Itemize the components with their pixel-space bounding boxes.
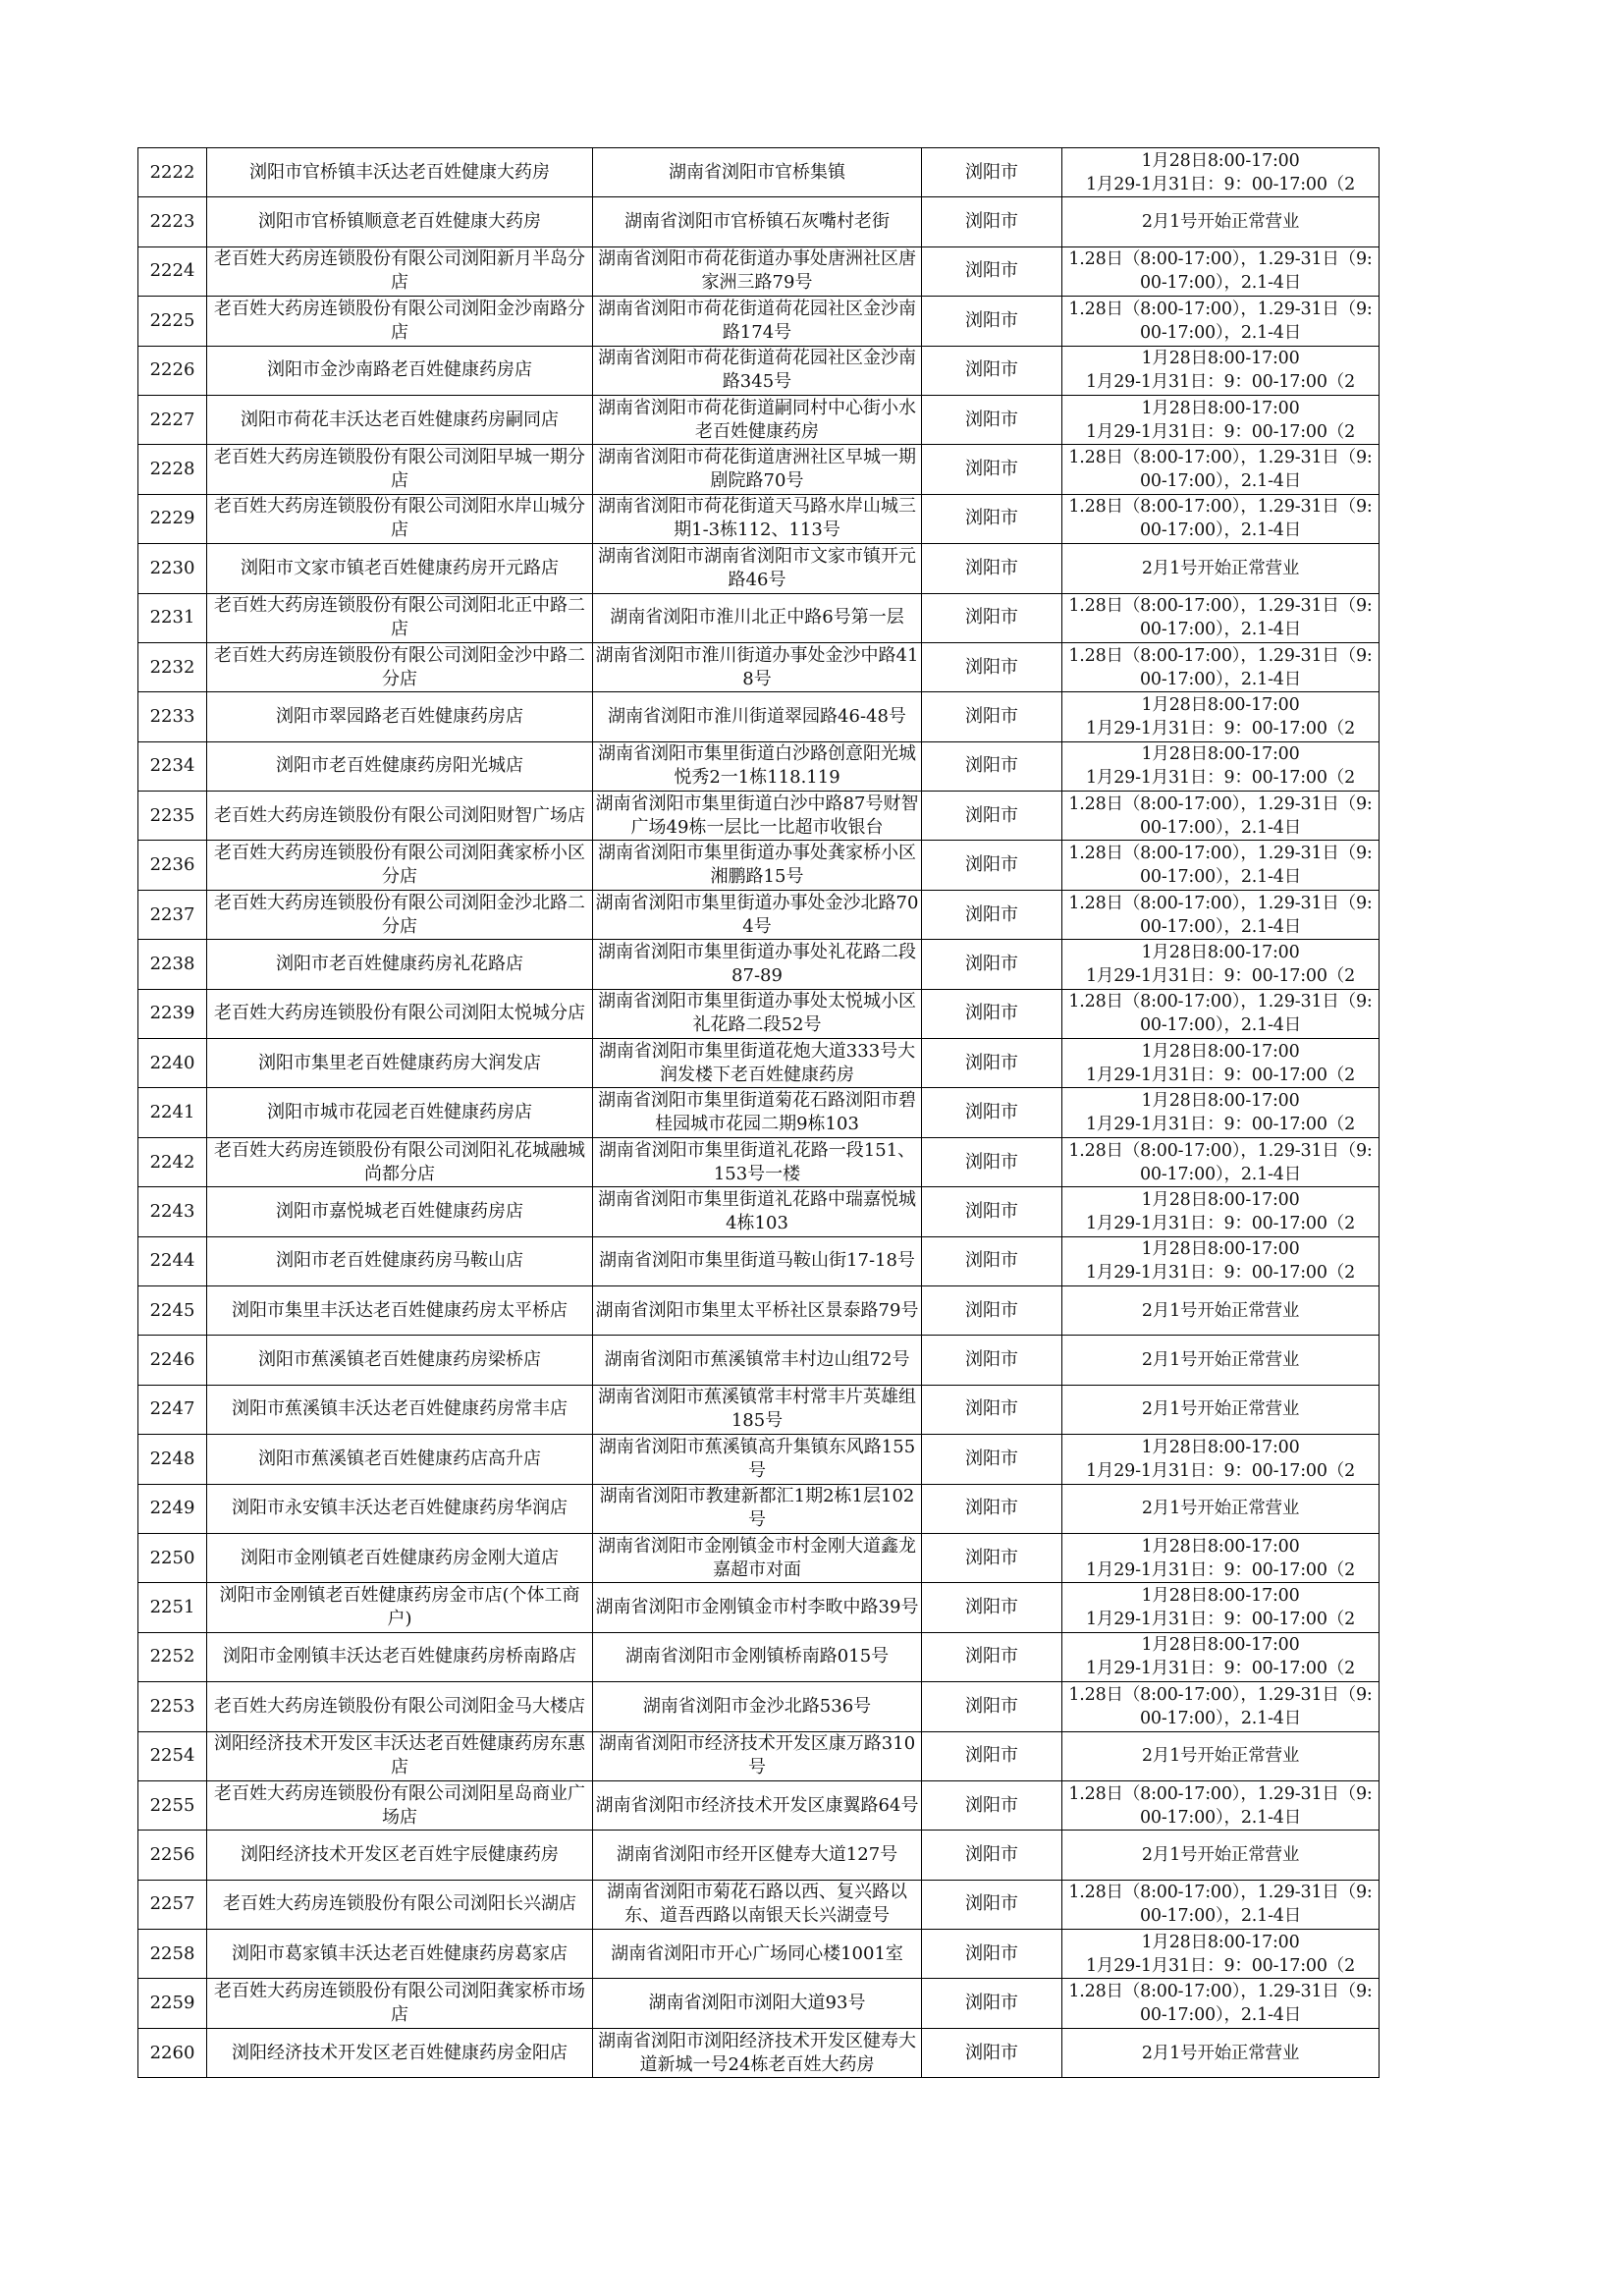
store-name-cell: 老百姓大药房连锁股份有限公司浏阳龚家桥市场店	[207, 1979, 593, 2028]
table-row	[138, 642, 1380, 691]
row-number-cell: 2260	[138, 2028, 207, 2077]
city-cell: 浏阳市	[922, 989, 1062, 1038]
table-row	[138, 395, 1380, 444]
city-cell: 浏阳市	[922, 642, 1062, 691]
store-name-cell: 浏阳市葛家镇丰沃达老百姓健康药房葛家店	[207, 1930, 593, 1979]
city-cell: 浏阳市	[922, 1236, 1062, 1285]
store-name-cell: 老百姓大药房连锁股份有限公司浏阳水岸山城分店	[207, 494, 593, 543]
business-hours-cell	[1062, 692, 1380, 741]
row-number-cell: 2228	[138, 445, 207, 494]
address-cell: 湖南省浏阳市金刚镇桥南路015号	[593, 1632, 922, 1681]
business-hours-text: 1.28日（8:00-17:00），1.29-31日（9:00-17:00），2.1-4日	[1068, 645, 1373, 689]
row-number-cell: 2250	[138, 1533, 207, 1582]
address-cell: 湖南省浏阳市经济技术开发区康翼路64号	[593, 1780, 922, 1830]
store-name-cell: 浏阳市文家市镇老百姓健康药房开元路店	[207, 544, 593, 593]
row-number-cell: 2237	[138, 890, 207, 939]
city-cell: 浏阳市	[922, 1880, 1062, 1929]
table-row	[138, 1731, 1380, 1780]
store-name-cell: 浏阳市金刚镇老百姓健康药房金刚大道店	[207, 1533, 593, 1582]
city-cell: 浏阳市	[922, 741, 1062, 791]
business-hours-cell	[1062, 1979, 1380, 2028]
city-cell: 浏阳市	[922, 1533, 1062, 1582]
business-hours-text: 1月28日8:00-17:00 1月29-1月31日：9：00-17:00（2	[1086, 694, 1355, 738]
row-number-cell: 2229	[138, 494, 207, 543]
table-row	[138, 2028, 1380, 2077]
city-cell: 浏阳市	[922, 593, 1062, 642]
address-cell: 湖南省浏阳市浏阳经济技术开发区健寿大道新城一号24栋老百姓大药房	[593, 2028, 922, 2077]
row-number-cell: 2249	[138, 1484, 207, 1533]
city-cell: 浏阳市	[922, 1435, 1062, 1484]
address-cell: 湖南省浏阳市官桥镇石灰嘴村老街	[593, 197, 922, 246]
table-row	[138, 1533, 1380, 1582]
address-cell: 湖南省浏阳市官桥集镇	[593, 148, 922, 197]
store-name-cell: 浏阳市永安镇丰沃达老百姓健康药房华润店	[207, 1484, 593, 1533]
business-hours-cell	[1062, 593, 1380, 642]
row-number-cell: 2251	[138, 1583, 207, 1632]
row-number-cell: 2258	[138, 1930, 207, 1979]
row-number-cell: 2256	[138, 1831, 207, 1880]
business-hours-cell	[1062, 246, 1380, 296]
business-hours-cell	[1062, 890, 1380, 939]
address-cell: 湖南省浏阳市开心广场同心楼1001室	[593, 1930, 922, 1979]
row-number-cell: 2226	[138, 346, 207, 395]
city-cell: 浏阳市	[922, 940, 1062, 989]
city-cell: 浏阳市	[922, 1385, 1062, 1434]
table-body	[138, 148, 1380, 2078]
address-cell: 湖南省浏阳市集里街道白沙中路87号财智广场49栋一层比一比超市收银台	[593, 792, 922, 841]
address-cell: 湖南省浏阳市荷花街道荷花园社区金沙南路174号	[593, 297, 922, 346]
business-hours-cell	[1062, 1385, 1380, 1434]
address-cell: 湖南省浏阳市荷花街道天马路水岸山城三期1-3栋112、113号	[593, 494, 922, 543]
city-cell: 浏阳市	[922, 1979, 1062, 2028]
business-hours-text: 1.28日（8:00-17:00），1.29-31日（9:00-17:00），2.1-4日	[1068, 992, 1373, 1036]
address-cell: 湖南省浏阳市荷花街道唐洲社区早城一期剧院路70号	[593, 445, 922, 494]
city-cell: 浏阳市	[922, 1285, 1062, 1335]
table-row	[138, 297, 1380, 346]
store-name-cell: 浏阳市老百姓健康药房阳光城店	[207, 741, 593, 791]
row-number-cell: 2241	[138, 1088, 207, 1137]
row-number-cell: 2243	[138, 1187, 207, 1236]
row-number-cell: 2239	[138, 989, 207, 1038]
city-cell: 浏阳市	[922, 395, 1062, 444]
store-name-cell: 浏阳市荷花丰沃达老百姓健康药房嗣同店	[207, 395, 593, 444]
table-row	[138, 989, 1380, 1038]
address-cell: 湖南省浏阳市荷花街道嗣同村中心街小水老百姓健康药房	[593, 395, 922, 444]
business-hours-text: 2月1号开始正常营业	[1141, 212, 1300, 233]
business-hours-cell	[1062, 1930, 1380, 1979]
business-hours-text: 2月1号开始正常营业	[1141, 1746, 1300, 1767]
business-hours-text: 1.28日（8:00-17:00），1.29-31日（9:00-17:00），2.1-4日	[1068, 497, 1373, 541]
city-cell: 浏阳市	[922, 1632, 1062, 1681]
address-cell: 湖南省浏阳市蕉溪镇高升集镇东风路155号	[593, 1435, 922, 1484]
business-hours-text: 2月1号开始正常营业	[1141, 1350, 1300, 1371]
business-hours-cell	[1062, 1780, 1380, 1830]
city-cell: 浏阳市	[922, 1137, 1062, 1186]
address-cell: 湖南省浏阳市集里街道花炮大道333号大润发楼下老百姓健康药房	[593, 1039, 922, 1088]
city-cell: 浏阳市	[922, 445, 1062, 494]
business-hours-cell	[1062, 346, 1380, 395]
city-cell: 浏阳市	[922, 544, 1062, 593]
store-name-cell: 老百姓大药房连锁股份有限公司浏阳长兴湖店	[207, 1880, 593, 1929]
business-hours-cell	[1062, 1336, 1380, 1385]
row-number-cell: 2257	[138, 1880, 207, 1929]
business-hours-cell	[1062, 841, 1380, 890]
business-hours-text: 1.28日（8:00-17:00），1.29-31日（9:00-17:00），2.1-4日	[1068, 596, 1373, 640]
city-cell: 浏阳市	[922, 1484, 1062, 1533]
table-row	[138, 1930, 1380, 1979]
business-hours-cell	[1062, 494, 1380, 543]
business-hours-text: 1月28日8:00-17:00 1月29-1月31日：9：00-17:00（2	[1086, 1586, 1355, 1630]
city-cell: 浏阳市	[922, 1583, 1062, 1632]
city-cell: 浏阳市	[922, 1731, 1062, 1780]
address-cell: 湖南省浏阳市集里街道马鞍山街17-18号	[593, 1236, 922, 1285]
store-name-cell: 浏阳市金刚镇丰沃达老百姓健康药房桥南路店	[207, 1632, 593, 1681]
business-hours-cell	[1062, 1435, 1380, 1484]
city-cell: 浏阳市	[922, 246, 1062, 296]
address-cell: 湖南省浏阳市经济技术开发区康万路310号	[593, 1731, 922, 1780]
table-row	[138, 593, 1380, 642]
city-cell: 浏阳市	[922, 1831, 1062, 1880]
table-row	[138, 197, 1380, 246]
city-cell: 浏阳市	[922, 2028, 1062, 2077]
business-hours-cell	[1062, 544, 1380, 593]
city-cell: 浏阳市	[922, 346, 1062, 395]
address-cell: 湖南省浏阳市经开区健寿大道127号	[593, 1831, 922, 1880]
business-hours-text: 1.28日（8:00-17:00），1.29-31日（9:00-17:00），2.1-4日	[1068, 1883, 1373, 1927]
row-number-cell: 2247	[138, 1385, 207, 1434]
store-name-cell: 老百姓大药房连锁股份有限公司浏阳新月半岛分店	[207, 246, 593, 296]
business-hours-cell	[1062, 395, 1380, 444]
city-cell: 浏阳市	[922, 1187, 1062, 1236]
business-hours-cell	[1062, 197, 1380, 246]
address-cell: 湖南省浏阳市集里街道办事处太悦城小区礼花路二段52号	[593, 989, 922, 1038]
address-cell: 湖南省浏阳市教建新都汇1期2栋1层102号	[593, 1484, 922, 1533]
row-number-cell: 2253	[138, 1682, 207, 1731]
store-name-cell: 浏阳市蕉溪镇老百姓健康药房梁桥店	[207, 1336, 593, 1385]
business-hours-cell	[1062, 297, 1380, 346]
address-cell: 湖南省浏阳市蕉溪镇常丰村边山组72号	[593, 1336, 922, 1385]
business-hours-text: 1.28日（8:00-17:00），1.29-31日（9:00-17:00），2.1-4日	[1068, 299, 1373, 343]
address-cell: 湖南省浏阳市集里街道礼花路中瑞嘉悦城4栋103	[593, 1187, 922, 1236]
table-row	[138, 1285, 1380, 1335]
table-row	[138, 1632, 1380, 1681]
business-hours-cell	[1062, 1880, 1380, 1929]
business-hours-text: 1.28日（8:00-17:00），1.29-31日（9:00-17:00），2.1-4日	[1068, 1783, 1373, 1828]
row-number-cell: 2246	[138, 1336, 207, 1385]
store-name-cell: 浏阳市官桥镇丰沃达老百姓健康大药房	[207, 148, 593, 197]
business-hours-text: 1.28日（8:00-17:00），1.29-31日（9:00-17:00），2.1-4日	[1068, 1982, 1373, 2026]
row-number-cell: 2254	[138, 1731, 207, 1780]
table-row	[138, 346, 1380, 395]
row-number-cell: 2242	[138, 1137, 207, 1186]
address-cell: 湖南省浏阳市集里街道办事处金沙北路704号	[593, 890, 922, 939]
table-row	[138, 1831, 1380, 1880]
address-cell: 湖南省浏阳市集里街道白沙路创意阳光城悦秀2一1栋118.119	[593, 741, 922, 791]
table-row	[138, 1682, 1380, 1731]
row-number-cell: 2255	[138, 1780, 207, 1830]
row-number-cell: 2223	[138, 197, 207, 246]
store-name-cell: 老百姓大药房连锁股份有限公司浏阳太悦城分店	[207, 989, 593, 1038]
city-cell: 浏阳市	[922, 1039, 1062, 1088]
store-name-cell: 浏阳市翠园路老百姓健康药房店	[207, 692, 593, 741]
city-cell: 浏阳市	[922, 890, 1062, 939]
address-cell: 湖南省浏阳市集里太平桥社区景泰路79号	[593, 1285, 922, 1335]
address-cell: 湖南省浏阳市淮川街道翠园路46-48号	[593, 692, 922, 741]
city-cell: 浏阳市	[922, 197, 1062, 246]
store-name-cell: 老百姓大药房连锁股份有限公司浏阳礼花城融城尚都分店	[207, 1137, 593, 1186]
business-hours-text: 1月28日8:00-17:00 1月29-1月31日：9：00-17:00（2	[1086, 150, 1355, 194]
table-row	[138, 246, 1380, 296]
table-row	[138, 494, 1380, 543]
table-row	[138, 841, 1380, 890]
city-cell: 浏阳市	[922, 692, 1062, 741]
business-hours-cell	[1062, 741, 1380, 791]
business-hours-text: 1.28日（8:00-17:00），1.29-31日（9:00-17:00），2.1-4日	[1068, 1684, 1373, 1728]
business-hours-cell	[1062, 1682, 1380, 1731]
table-row	[138, 1236, 1380, 1285]
row-number-cell: 2227	[138, 395, 207, 444]
address-cell: 湖南省浏阳市荷花街道荷花园社区金沙南路345号	[593, 346, 922, 395]
store-name-cell: 浏阳市金刚镇老百姓健康药房金市店(个体工商户)	[207, 1583, 593, 1632]
table-row	[138, 692, 1380, 741]
row-number-cell: 2222	[138, 148, 207, 197]
business-hours-text: 2月1号开始正常营业	[1141, 2043, 1300, 2063]
store-name-cell: 浏阳市老百姓健康药房礼花路店	[207, 940, 593, 989]
business-hours-cell	[1062, 1137, 1380, 1186]
address-cell: 湖南省浏阳市淮川街道办事处金沙中路418号	[593, 642, 922, 691]
business-hours-text: 1月28日8:00-17:00 1月29-1月31日：9：00-17:00（2	[1086, 349, 1355, 393]
business-hours-cell	[1062, 1533, 1380, 1582]
store-name-cell: 浏阳市集里老百姓健康药房大润发店	[207, 1039, 593, 1088]
business-hours-cell	[1062, 148, 1380, 197]
city-cell: 浏阳市	[922, 297, 1062, 346]
store-name-cell: 老百姓大药房连锁股份有限公司浏阳星岛商业广场店	[207, 1780, 593, 1830]
business-hours-text: 1月28日8:00-17:00 1月29-1月31日：9：00-17:00（2	[1086, 1635, 1355, 1679]
city-cell: 浏阳市	[922, 841, 1062, 890]
address-cell: 湖南省浏阳市集里街道办事处龚家桥小区湘鹏路15号	[593, 841, 922, 890]
row-number-cell: 2235	[138, 792, 207, 841]
store-name-cell: 老百姓大药房连锁股份有限公司浏阳金沙南路分店	[207, 297, 593, 346]
business-hours-text: 1.28日（8:00-17:00），1.29-31日（9:00-17:00），2.1-4日	[1068, 893, 1373, 937]
row-number-cell: 2224	[138, 246, 207, 296]
row-number-cell: 2234	[138, 741, 207, 791]
city-cell: 浏阳市	[922, 1930, 1062, 1979]
table-row	[138, 1187, 1380, 1236]
address-cell: 湖南省浏阳市湖南省浏阳市文家市镇开元路46号	[593, 544, 922, 593]
business-hours-cell	[1062, 1088, 1380, 1137]
business-hours-text: 2月1号开始正常营业	[1141, 1399, 1300, 1420]
store-name-cell: 浏阳经济技术开发区丰沃达老百姓健康药房东惠店	[207, 1731, 593, 1780]
city-cell: 浏阳市	[922, 494, 1062, 543]
row-number-cell: 2225	[138, 297, 207, 346]
address-cell: 湖南省浏阳市荷花街道办事处唐洲社区唐家洲三路79号	[593, 246, 922, 296]
address-cell: 湖南省浏阳市菊花石路以西、复兴路以东、道吾西路以南银天长兴湖壹号	[593, 1880, 922, 1929]
table-row	[138, 445, 1380, 494]
business-hours-text: 2月1号开始正常营业	[1141, 1499, 1300, 1519]
business-hours-text: 1月28日8:00-17:00 1月29-1月31日：9：00-17:00（2	[1086, 942, 1355, 986]
row-number-cell: 2236	[138, 841, 207, 890]
business-hours-cell	[1062, 1484, 1380, 1533]
business-hours-cell	[1062, 792, 1380, 841]
row-number-cell: 2244	[138, 1236, 207, 1285]
address-cell: 湖南省浏阳市集里街道办事处礼花路二段87-89	[593, 940, 922, 989]
table-row	[138, 1336, 1380, 1385]
row-number-cell: 2231	[138, 593, 207, 642]
table-row	[138, 890, 1380, 939]
table-row	[138, 1385, 1380, 1434]
business-hours-cell	[1062, 642, 1380, 691]
store-name-cell: 浏阳市蕉溪镇老百姓健康药店高升店	[207, 1435, 593, 1484]
store-name-cell: 浏阳市老百姓健康药房马鞍山店	[207, 1236, 593, 1285]
pharmacy-table	[137, 147, 1380, 2078]
business-hours-cell	[1062, 2028, 1380, 2077]
table-row	[138, 1088, 1380, 1137]
table-row	[138, 1484, 1380, 1533]
row-number-cell: 2232	[138, 642, 207, 691]
city-cell: 浏阳市	[922, 1336, 1062, 1385]
table-row	[138, 741, 1380, 791]
store-name-cell: 浏阳市官桥镇顺意老百姓健康大药房	[207, 197, 593, 246]
business-hours-cell	[1062, 1632, 1380, 1681]
address-cell: 湖南省浏阳市金刚镇金市村李畋中路39号	[593, 1583, 922, 1632]
store-name-cell: 浏阳经济技术开发区老百姓健康药房金阳店	[207, 2028, 593, 2077]
business-hours-text: 2月1号开始正常营业	[1141, 1844, 1300, 1865]
store-name-cell: 老百姓大药房连锁股份有限公司浏阳财智广场店	[207, 792, 593, 841]
row-number-cell: 2248	[138, 1435, 207, 1484]
business-hours-cell	[1062, 1285, 1380, 1335]
table-row	[138, 1979, 1380, 2028]
business-hours-text: 1.28日（8:00-17:00），1.29-31日（9:00-17:00），2.1-4日	[1068, 844, 1373, 888]
table-row	[138, 1039, 1380, 1088]
business-hours-cell	[1062, 940, 1380, 989]
address-cell: 湖南省浏阳市浏阳大道93号	[593, 1979, 922, 2028]
table-row	[138, 148, 1380, 197]
address-cell: 湖南省浏阳市淮川北正中路6号第一层	[593, 593, 922, 642]
row-number-cell: 2240	[138, 1039, 207, 1088]
store-name-cell: 老百姓大药房连锁股份有限公司浏阳北正中路二店	[207, 593, 593, 642]
store-name-cell: 老百姓大药房连锁股份有限公司浏阳早城一期分店	[207, 445, 593, 494]
business-hours-cell	[1062, 1583, 1380, 1632]
city-cell: 浏阳市	[922, 792, 1062, 841]
business-hours-text: 1.28日（8:00-17:00），1.29-31日（9:00-17:00），2.1-4日	[1068, 448, 1373, 492]
store-name-cell: 浏阳市集里丰沃达老百姓健康药房太平桥店	[207, 1285, 593, 1335]
table-row	[138, 544, 1380, 593]
business-hours-text: 1月28日8:00-17:00 1月29-1月31日：9：00-17:00（2	[1086, 1437, 1355, 1481]
address-cell: 湖南省浏阳市集里街道菊花石路浏阳市碧桂园城市花园二期9栋103	[593, 1088, 922, 1137]
business-hours-cell	[1062, 989, 1380, 1038]
business-hours-cell	[1062, 1039, 1380, 1088]
business-hours-text: 1.28日（8:00-17:00），1.29-31日（9:00-17:00），2.1-4日	[1068, 249, 1373, 294]
table-row	[138, 1583, 1380, 1632]
store-name-cell: 老百姓大药房连锁股份有限公司浏阳金沙中路二分店	[207, 642, 593, 691]
business-hours-text: 1月28日8:00-17:00 1月29-1月31日：9：00-17:00（2	[1086, 1041, 1355, 1085]
store-name-cell: 浏阳市蕉溪镇丰沃达老百姓健康药房常丰店	[207, 1385, 593, 1434]
store-name-cell: 老百姓大药房连锁股份有限公司浏阳金马大楼店	[207, 1682, 593, 1731]
address-cell: 湖南省浏阳市金沙北路536号	[593, 1682, 922, 1731]
business-hours-cell	[1062, 445, 1380, 494]
row-number-cell: 2245	[138, 1285, 207, 1335]
business-hours-text: 1.28日（8:00-17:00），1.29-31日（9:00-17:00），2.1-4日	[1068, 1140, 1373, 1184]
row-number-cell: 2252	[138, 1632, 207, 1681]
address-cell: 湖南省浏阳市蕉溪镇常丰村常丰片英雄组185号	[593, 1385, 922, 1434]
table-row	[138, 940, 1380, 989]
city-cell: 浏阳市	[922, 1088, 1062, 1137]
row-number-cell: 2230	[138, 544, 207, 593]
store-name-cell: 浏阳经济技术开发区老百姓宇辰健康药房	[207, 1831, 593, 1880]
store-name-cell: 老百姓大药房连锁股份有限公司浏阳龚家桥小区分店	[207, 841, 593, 890]
address-cell: 湖南省浏阳市金刚镇金市村金刚大道鑫龙嘉超市对面	[593, 1533, 922, 1582]
address-cell: 湖南省浏阳市集里街道礼花路一段151、153号一楼	[593, 1137, 922, 1186]
business-hours-text: 1月28日8:00-17:00 1月29-1月31日：9：00-17:00（2	[1086, 1091, 1355, 1135]
store-name-cell: 浏阳市金沙南路老百姓健康药房店	[207, 346, 593, 395]
table-row	[138, 1780, 1380, 1830]
row-number-cell: 2233	[138, 692, 207, 741]
business-hours-text: 1月28日8:00-17:00 1月29-1月31日：9：00-17:00（2	[1086, 1239, 1355, 1284]
table-row	[138, 1435, 1380, 1484]
business-hours-text: 1.28日（8:00-17:00），1.29-31日（9:00-17:00），2.1-4日	[1068, 793, 1373, 838]
business-hours-text: 1月28日8:00-17:00 1月29-1月31日：9：00-17:00（2	[1086, 744, 1355, 789]
table-row	[138, 1880, 1380, 1929]
business-hours-cell	[1062, 1187, 1380, 1236]
business-hours-text: 1月28日8:00-17:00 1月29-1月31日：9：00-17:00（2	[1086, 1536, 1355, 1580]
city-cell: 浏阳市	[922, 148, 1062, 197]
city-cell: 浏阳市	[922, 1780, 1062, 1830]
business-hours-text: 1月28日8:00-17:00 1月29-1月31日：9：00-17:00（2	[1086, 398, 1355, 442]
business-hours-cell	[1062, 1831, 1380, 1880]
business-hours-text: 1月28日8:00-17:00 1月29-1月31日：9：00-17:00（2	[1086, 1932, 1355, 1976]
business-hours-cell	[1062, 1236, 1380, 1285]
city-cell: 浏阳市	[922, 1682, 1062, 1731]
store-name-cell: 浏阳市城市花园老百姓健康药房店	[207, 1088, 593, 1137]
table-row	[138, 792, 1380, 841]
business-hours-cell	[1062, 1731, 1380, 1780]
store-name-cell: 老百姓大药房连锁股份有限公司浏阳金沙北路二分店	[207, 890, 593, 939]
row-number-cell: 2238	[138, 940, 207, 989]
business-hours-text: 2月1号开始正常营业	[1141, 1300, 1300, 1321]
row-number-cell: 2259	[138, 1979, 207, 2028]
business-hours-text: 2月1号开始正常营业	[1141, 558, 1300, 578]
store-name-cell: 浏阳市嘉悦城老百姓健康药房店	[207, 1187, 593, 1236]
business-hours-text: 1月28日8:00-17:00 1月29-1月31日：9：00-17:00（2	[1086, 1189, 1355, 1233]
table-row	[138, 1137, 1380, 1186]
